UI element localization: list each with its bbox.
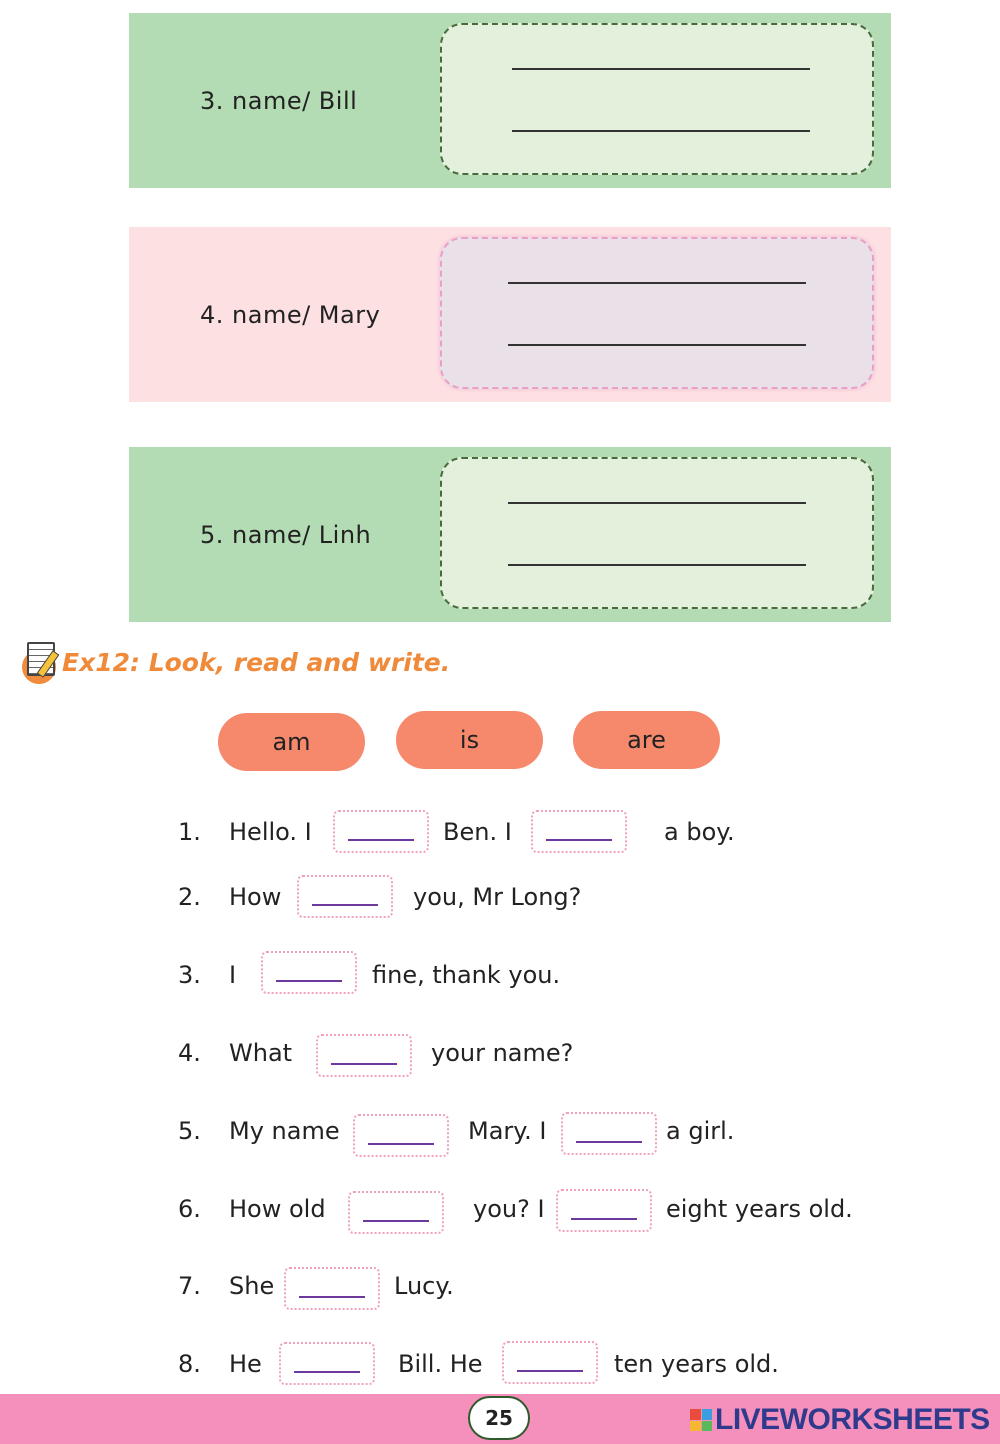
- question-text: a girl.: [666, 1117, 735, 1145]
- question-text: a boy.: [664, 818, 735, 846]
- blank-input[interactable]: [297, 875, 393, 918]
- answer-panel-bill: [129, 13, 891, 188]
- word-pill-is: is: [396, 711, 543, 769]
- question-number: 1.: [178, 818, 201, 846]
- question-number: 7.: [178, 1272, 201, 1300]
- page-number: 25: [468, 1396, 530, 1440]
- question-text: your name?: [431, 1039, 574, 1067]
- question-text: How old: [229, 1195, 326, 1223]
- question-text: My name: [229, 1117, 340, 1145]
- write-line[interactable]: [508, 282, 806, 284]
- answer-panel-linh: [129, 447, 891, 622]
- write-line[interactable]: [508, 502, 806, 504]
- blank-input[interactable]: [261, 951, 357, 994]
- write-line[interactable]: [512, 68, 810, 70]
- blank-input[interactable]: [561, 1112, 657, 1155]
- liveworksheets-logo-icon: [690, 1409, 712, 1431]
- question-number: 5.: [178, 1117, 201, 1145]
- question-text: What: [229, 1039, 293, 1067]
- answer-box[interactable]: [440, 237, 874, 389]
- blank-input[interactable]: [556, 1189, 652, 1232]
- question-text: fine, thank you.: [372, 961, 561, 989]
- question-text: eight years old.: [666, 1195, 853, 1223]
- question-text: Mary. I: [468, 1117, 547, 1145]
- exercise-title: Ex12: Look, read and write.: [62, 647, 451, 677]
- question-text: She: [229, 1272, 275, 1300]
- panel-label: 3. name/ Bill: [200, 86, 358, 115]
- question-text: Ben. I: [443, 818, 512, 846]
- question-number: 3.: [178, 961, 201, 989]
- blank-input[interactable]: [353, 1114, 449, 1157]
- question-number: 6.: [178, 1195, 201, 1223]
- panel-label: 4. name/ Mary: [200, 300, 381, 329]
- question-text: How: [229, 883, 282, 911]
- blank-input[interactable]: [333, 810, 429, 853]
- word-pill-are: are: [573, 711, 720, 769]
- exercise-heading: [22, 640, 450, 684]
- write-line[interactable]: [508, 344, 806, 346]
- write-line[interactable]: [512, 130, 810, 132]
- question-text: I: [229, 961, 237, 989]
- answer-panel-mary: [129, 227, 891, 402]
- liveworksheets-logo: [690, 1402, 990, 1438]
- question-number: 4.: [178, 1039, 201, 1067]
- answer-box[interactable]: [440, 457, 874, 609]
- question-text: you? I: [473, 1195, 545, 1223]
- notepad-pencil-icon: [22, 642, 58, 682]
- brand-name: LIVEWORKSHEETS: [715, 1403, 990, 1436]
- blank-input[interactable]: [279, 1342, 375, 1385]
- panel-label: 5. name/ Linh: [200, 520, 372, 549]
- question-text: Hello. I: [229, 818, 312, 846]
- write-line[interactable]: [508, 564, 806, 566]
- blank-input[interactable]: [348, 1191, 444, 1234]
- blank-input[interactable]: [316, 1034, 412, 1077]
- question-text: ten years old.: [614, 1350, 779, 1378]
- blank-input[interactable]: [284, 1267, 380, 1310]
- question-text: He: [229, 1350, 262, 1378]
- question-number: 8.: [178, 1350, 201, 1378]
- question-text: Lucy.: [394, 1272, 454, 1300]
- blank-input[interactable]: [531, 810, 627, 853]
- answer-box[interactable]: [440, 23, 874, 175]
- question-text: Bill. He: [398, 1350, 483, 1378]
- question-number: 2.: [178, 883, 201, 911]
- blank-input[interactable]: [502, 1341, 598, 1384]
- question-text: you, Mr Long?: [413, 883, 582, 911]
- word-pill-am: am: [218, 713, 365, 771]
